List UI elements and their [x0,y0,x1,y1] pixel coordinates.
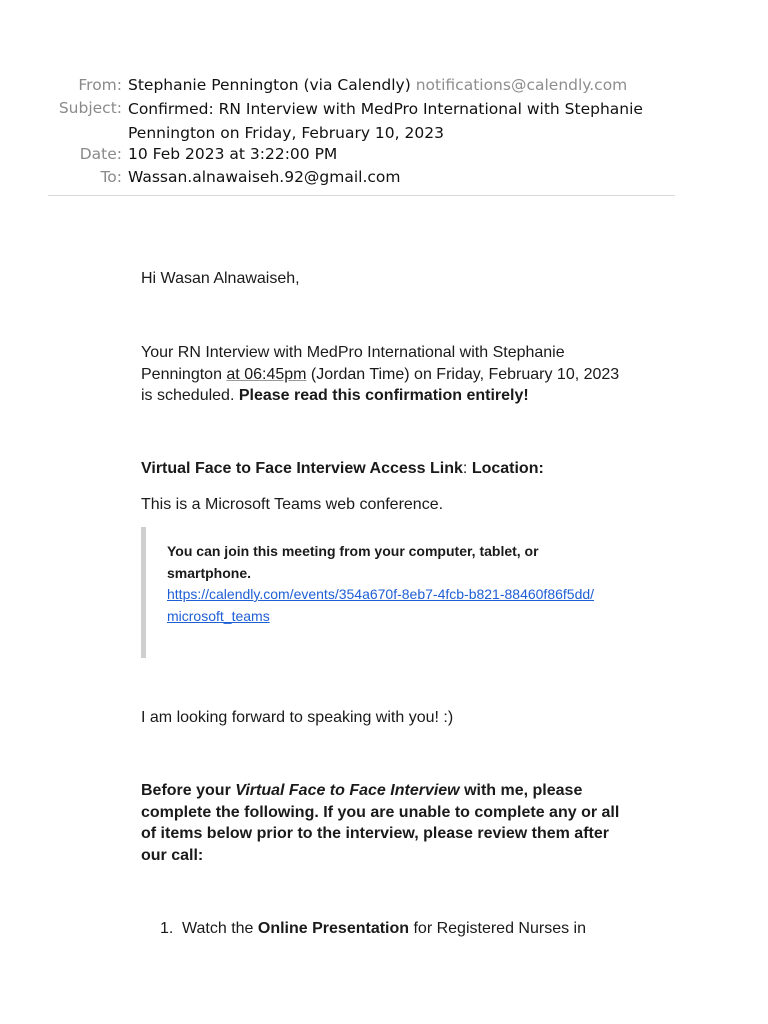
subject-row [0,97,768,143]
interview-time: at 06:45pm [226,365,307,383]
online-presentation-label: Online Presentation [257,920,410,937]
meeting-blockquote [141,527,621,658]
to-row [0,166,768,189]
header-divider [48,195,675,196]
access-separator: : [462,460,472,477]
intro-emphasis: Please read this confirmation entirely! [238,387,529,404]
from-label: From: [78,76,122,94]
list-item-post: for Registered Nurses in [409,920,586,937]
date-label: Date: [79,145,122,163]
subject-line-2: Pennington on Friday, February 10, 2023 [128,124,444,142]
todo-list [160,918,620,940]
join-note: You can join this meeting from your computer, tablet, or smartphone. [167,543,539,581]
before-italic: Virtual Face to Face Interview [235,782,460,799]
intro-text-2: (Jordan Time) on Friday, February 10, 2023 is scheduled. [141,365,620,404]
intro-text-1: Your RN Interview with MedPro International with Stephanie Pennington [141,344,565,383]
subject-line-1: Confirmed: RN Interview with MedPro International with Stephanie [128,100,643,118]
from-row [0,74,768,97]
to-label: To: [100,168,122,186]
meeting-link-line-1[interactable]: https://calendly.com/events/354a670f-8eb7-4fcb-b821-88460f86f5dd/ [167,586,595,602]
list-item-number: 1. [160,920,174,937]
looking-forward: I am looking forward to speaking with you! :) [141,709,454,726]
before-text-1: Before your [141,782,236,799]
date-row [0,143,768,166]
subject-label: Subject: [58,99,122,117]
before-text-2: with me, please complete the following. If you are unable to complete any or all of items below prior to the interview, please review them after our call: [141,782,620,864]
subject-value [128,97,688,145]
list-item [160,918,620,940]
greeting: Hi Wasan Alnawaiseh, [141,270,300,287]
access-heading [141,458,621,480]
access-label: Virtual Face to Face Interview Access Link [141,460,463,477]
list-item-pre: Watch the [182,920,258,937]
meeting-link[interactable] [167,586,594,624]
intro-paragraph [141,342,621,407]
to-value[interactable]: Wassan.alnawaiseh.92@gmail.com [128,168,401,186]
sender-email[interactable]: notifications@calendly.com [415,76,628,94]
sender-name: Stephanie Pennington (via Calendly) [128,76,411,94]
from-value [128,74,688,97]
meeting-link-line-2[interactable]: microsoft_teams [167,607,270,624]
date-value: 10 Feb 2023 at 3:22:00 PM [128,145,338,163]
instructions-paragraph [141,780,621,866]
location-label: Location: [471,460,544,477]
conference-note: This is a Microsoft Teams web conference. [141,496,444,513]
email-header [0,74,768,189]
